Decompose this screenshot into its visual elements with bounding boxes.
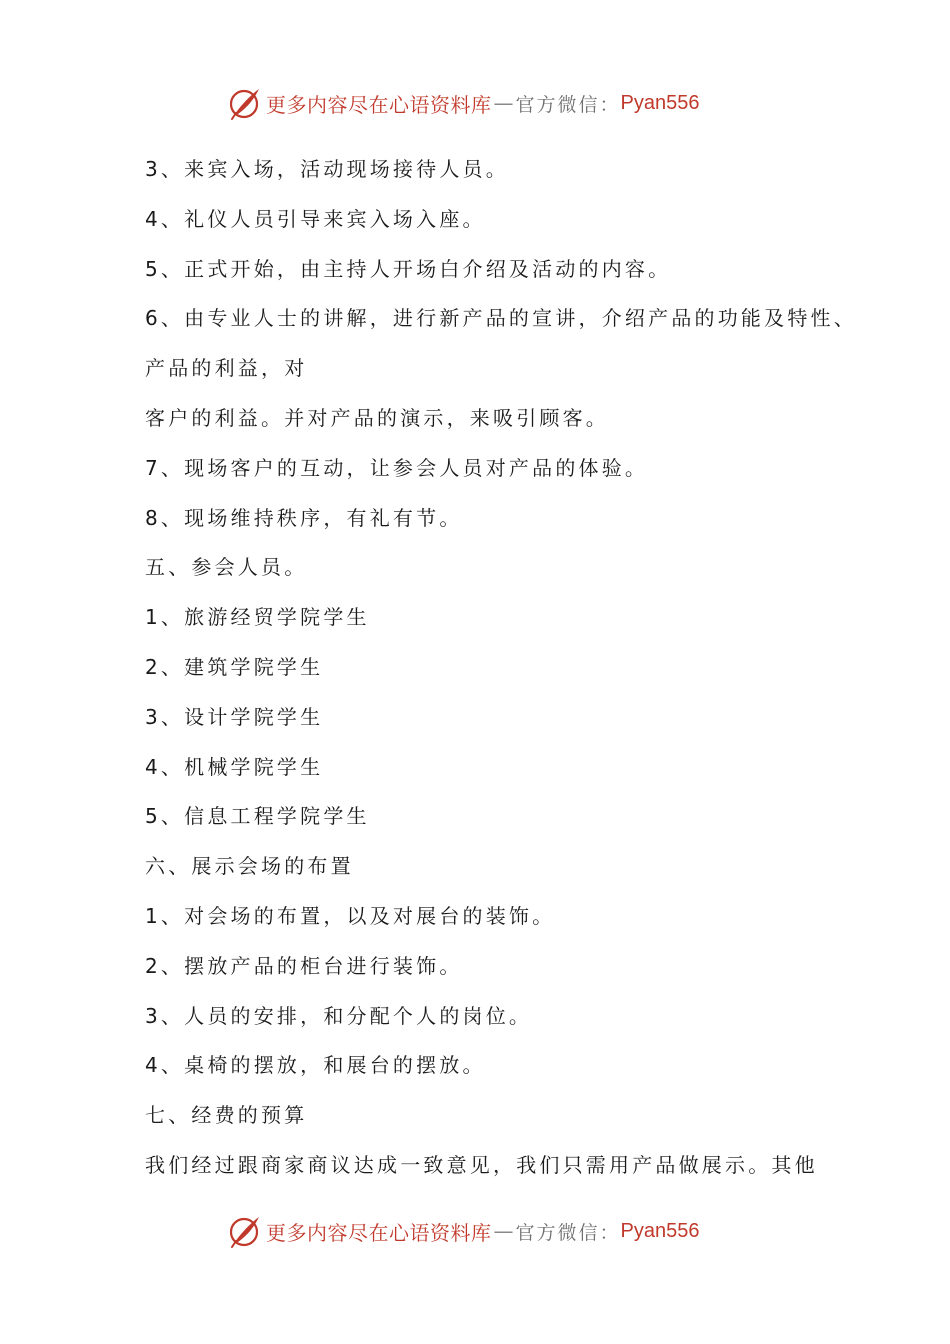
- body-line: 4、礼仪人员引导来宾入场入座。: [145, 206, 486, 231]
- section-heading: 六、展示会场的布置: [145, 854, 354, 879]
- body-line: 4、机械学院学生: [145, 754, 324, 779]
- body-line: 3、来宾入场，活动现场接待人员。: [145, 157, 509, 181]
- section-heading: 五、参会人员。: [145, 555, 308, 580]
- body-line: 2、建筑学院学生: [145, 654, 324, 679]
- section-heading: 七、经费的预算: [145, 1103, 308, 1128]
- body-line: 5、正式开始，由主持人开场白介绍及活动的内容。: [145, 256, 672, 281]
- body-line: 3、设计学院学生: [145, 704, 324, 729]
- banner-dash: —: [493, 1219, 514, 1243]
- body-line: 7、现场客户的互动，让参会人员对产品的体验。: [145, 455, 649, 480]
- banner-sub-text: 官方微信：: [515, 1221, 621, 1244]
- body-line: 我们经过跟商家商议达成一致意见，我们只需用产品做展示。其他: [145, 1152, 818, 1177]
- body-line: 客户的利益。并对产品的演示，来吸引顾客。: [145, 405, 609, 430]
- body-line: 4、桌椅的摆放，和展台的摆放。: [145, 1053, 486, 1078]
- footer-watermark-banner: [226, 1211, 699, 1251]
- banner-main-text: 更多内容尽在心语资料库: [266, 1220, 492, 1245]
- body-line: 5、信息工程学院学生: [145, 804, 370, 829]
- header-watermark-banner: [226, 83, 699, 123]
- banner-sub-text: 官方微信：: [515, 93, 621, 116]
- quill-logo-icon: [226, 85, 262, 121]
- quill-logo-icon: [226, 1213, 262, 1249]
- banner-handle-text: Pyan556: [620, 1219, 700, 1242]
- document-body: [145, 150, 857, 1196]
- body-line: 1、旅游经贸学院学生: [145, 605, 370, 630]
- body-line: 3、人员的安排，和分配个人的岗位。: [145, 1003, 533, 1028]
- body-line: 产品的利益，对: [145, 356, 308, 381]
- body-line: 6、由专业人士的讲解，进行新产品的宣讲，介绍产品的功能及特性、: [145, 306, 857, 331]
- banner-dash: —: [493, 91, 514, 115]
- banner-handle-text: Pyan556: [620, 91, 700, 114]
- body-line: 1、对会场的布置，以及对展台的装饰。: [145, 903, 556, 928]
- body-line: 8、现场维持秩序，有礼有节。: [145, 505, 463, 530]
- body-line: 2、摆放产品的柜台进行装饰。: [145, 953, 463, 978]
- banner-main-text: 更多内容尽在心语资料库: [266, 92, 492, 117]
